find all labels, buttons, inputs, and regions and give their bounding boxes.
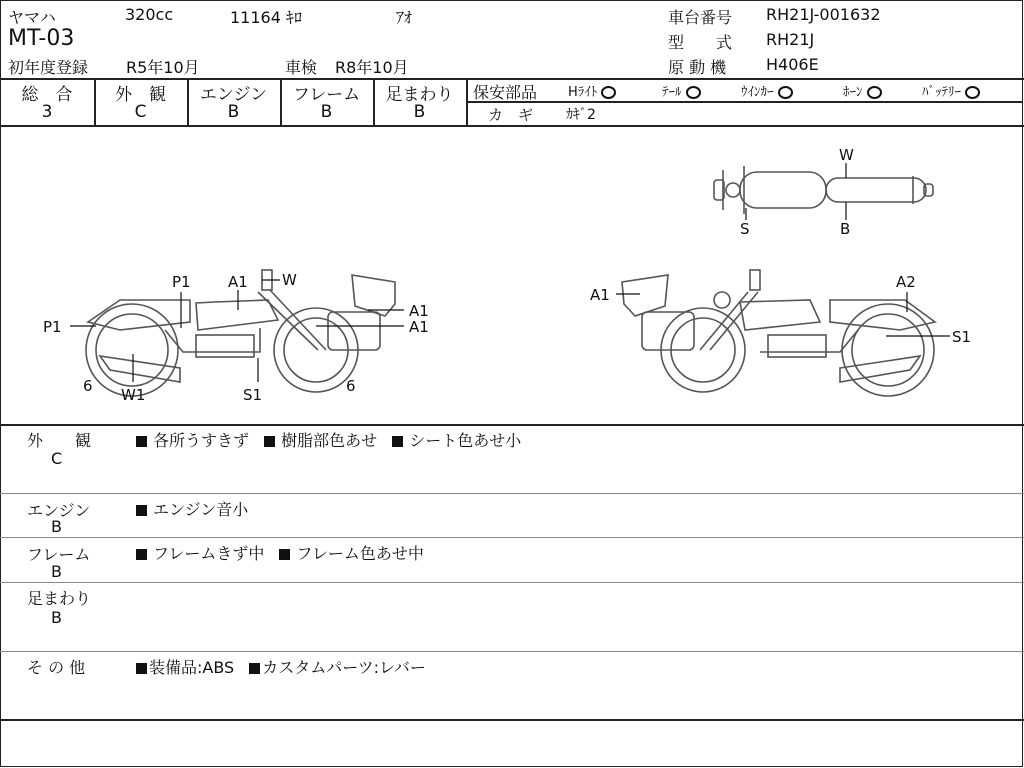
ok-circle-icon	[686, 86, 701, 99]
notes-bottom-divider	[0, 719, 1024, 721]
note-grade-engine: B	[51, 517, 62, 536]
note-category-exterior: 外 観	[27, 431, 92, 450]
damage-mark: S1	[952, 328, 972, 346]
grade-label-exterior: 外 観	[115, 85, 166, 105]
note-grade-exterior: C	[51, 449, 63, 468]
bullet-square-icon	[392, 436, 403, 447]
safety-row-divider	[466, 101, 1022, 103]
first-reg-value: R5年10月	[126, 58, 200, 77]
damage-mark: 6	[83, 377, 93, 395]
grade-value-overall: 3	[41, 102, 53, 122]
bullet-square-icon	[136, 663, 147, 674]
bullet-square-icon	[249, 663, 260, 674]
grade-label-suspension: 足まわり	[385, 85, 454, 105]
safety-item-tail: ﾃｰﾙ	[662, 81, 701, 100]
grade-value-frame: B	[320, 102, 333, 122]
notes-top-divider	[0, 424, 1024, 426]
notes-divider	[0, 582, 1024, 583]
damage-mark: S	[740, 220, 750, 238]
bullet-square-icon	[279, 549, 290, 560]
note-category-frame: フレーム	[27, 545, 91, 564]
inspection-value: R8年10月	[335, 58, 409, 77]
damage-mark: A1	[590, 286, 610, 304]
bullet-square-icon	[136, 436, 147, 447]
ok-circle-icon	[867, 86, 882, 99]
inspection-label: 車検	[285, 58, 318, 77]
engine-label: 原 動 機	[668, 58, 727, 77]
note-grade-suspension: B	[51, 608, 62, 627]
note-category-other: そ の 他	[27, 658, 86, 677]
grade-value-suspension: B	[413, 102, 426, 122]
ok-circle-icon	[601, 86, 616, 99]
motorcycle-damage-diagram	[0, 126, 1024, 424]
frame-no-label: 車台番号	[668, 8, 733, 27]
damage-mark: P1	[43, 318, 62, 336]
note-items-other: 装備品:ABS カスタムパーツ:レバー	[136, 655, 426, 678]
note-category-suspension: 足まわり	[27, 589, 92, 608]
note-grade-frame: B	[51, 562, 62, 581]
displacement: 320cc	[125, 5, 174, 24]
type-value: RH21J	[766, 30, 815, 49]
safety-item-winker: ｳｲﾝｶｰ	[741, 81, 793, 100]
grade-value-exterior: C	[134, 102, 147, 122]
notes-divider	[0, 493, 1024, 494]
key-label: カ ギ	[488, 106, 534, 124]
damage-mark: B	[840, 220, 851, 238]
damage-mark: 6	[346, 377, 356, 395]
bullet-square-icon	[136, 549, 147, 560]
damage-mark: S1	[243, 386, 263, 404]
damage-leader-lines	[70, 163, 950, 382]
grade-label-overall: 総 合	[21, 85, 73, 105]
damage-mark: A1	[409, 318, 429, 336]
top-view-bike	[714, 166, 933, 214]
damage-mark: W	[839, 146, 854, 164]
bullet-square-icon	[136, 505, 147, 516]
safety-item-horn: ﾎｰﾝ	[843, 81, 882, 100]
damage-mark: P1	[172, 273, 191, 291]
grade-value-engine: B	[227, 102, 240, 122]
right-side-bike	[622, 270, 935, 396]
damage-mark: W1	[121, 386, 146, 404]
grade-label-engine: エンジン	[199, 85, 268, 105]
safety-item-headlight: Hﾗｲﾄ	[568, 81, 616, 100]
notes-divider	[0, 537, 1024, 538]
notes-divider	[0, 651, 1024, 652]
first-reg-label: 初年度登録	[8, 58, 89, 77]
damage-mark: A1	[409, 302, 429, 320]
note-items-frame: フレームきず中 フレーム色あせ中	[136, 541, 424, 564]
grade-label-frame: フレーム	[292, 85, 361, 105]
model-name: MT-03	[8, 26, 75, 51]
color: ｱｵ	[396, 8, 413, 27]
maker: ヤマハ	[8, 8, 56, 27]
note-category-engine: エンジン	[27, 501, 91, 520]
safety-parts-label: 保安部品	[473, 83, 538, 102]
ok-circle-icon	[965, 86, 980, 99]
frame-no-value: RH21J-001632	[766, 5, 881, 24]
safety-item-battery: ﾊﾞｯﾃﾘｰ	[922, 81, 980, 100]
damage-mark: W	[282, 271, 297, 289]
note-items-engine: エンジン音小	[136, 497, 248, 520]
ok-circle-icon	[778, 86, 793, 99]
key-value: ｶｷﾞ2	[566, 107, 596, 123]
engine-value: H406E	[766, 55, 819, 74]
note-items-exterior: 各所うすきず 樹脂部色あせ シート色あせ小	[136, 428, 521, 451]
mileage: 11164 ｷﾛ	[230, 8, 302, 27]
bullet-square-icon	[264, 436, 275, 447]
type-label: 型 式	[668, 33, 733, 52]
damage-mark: A1	[228, 273, 248, 291]
damage-mark: A2	[896, 273, 916, 291]
